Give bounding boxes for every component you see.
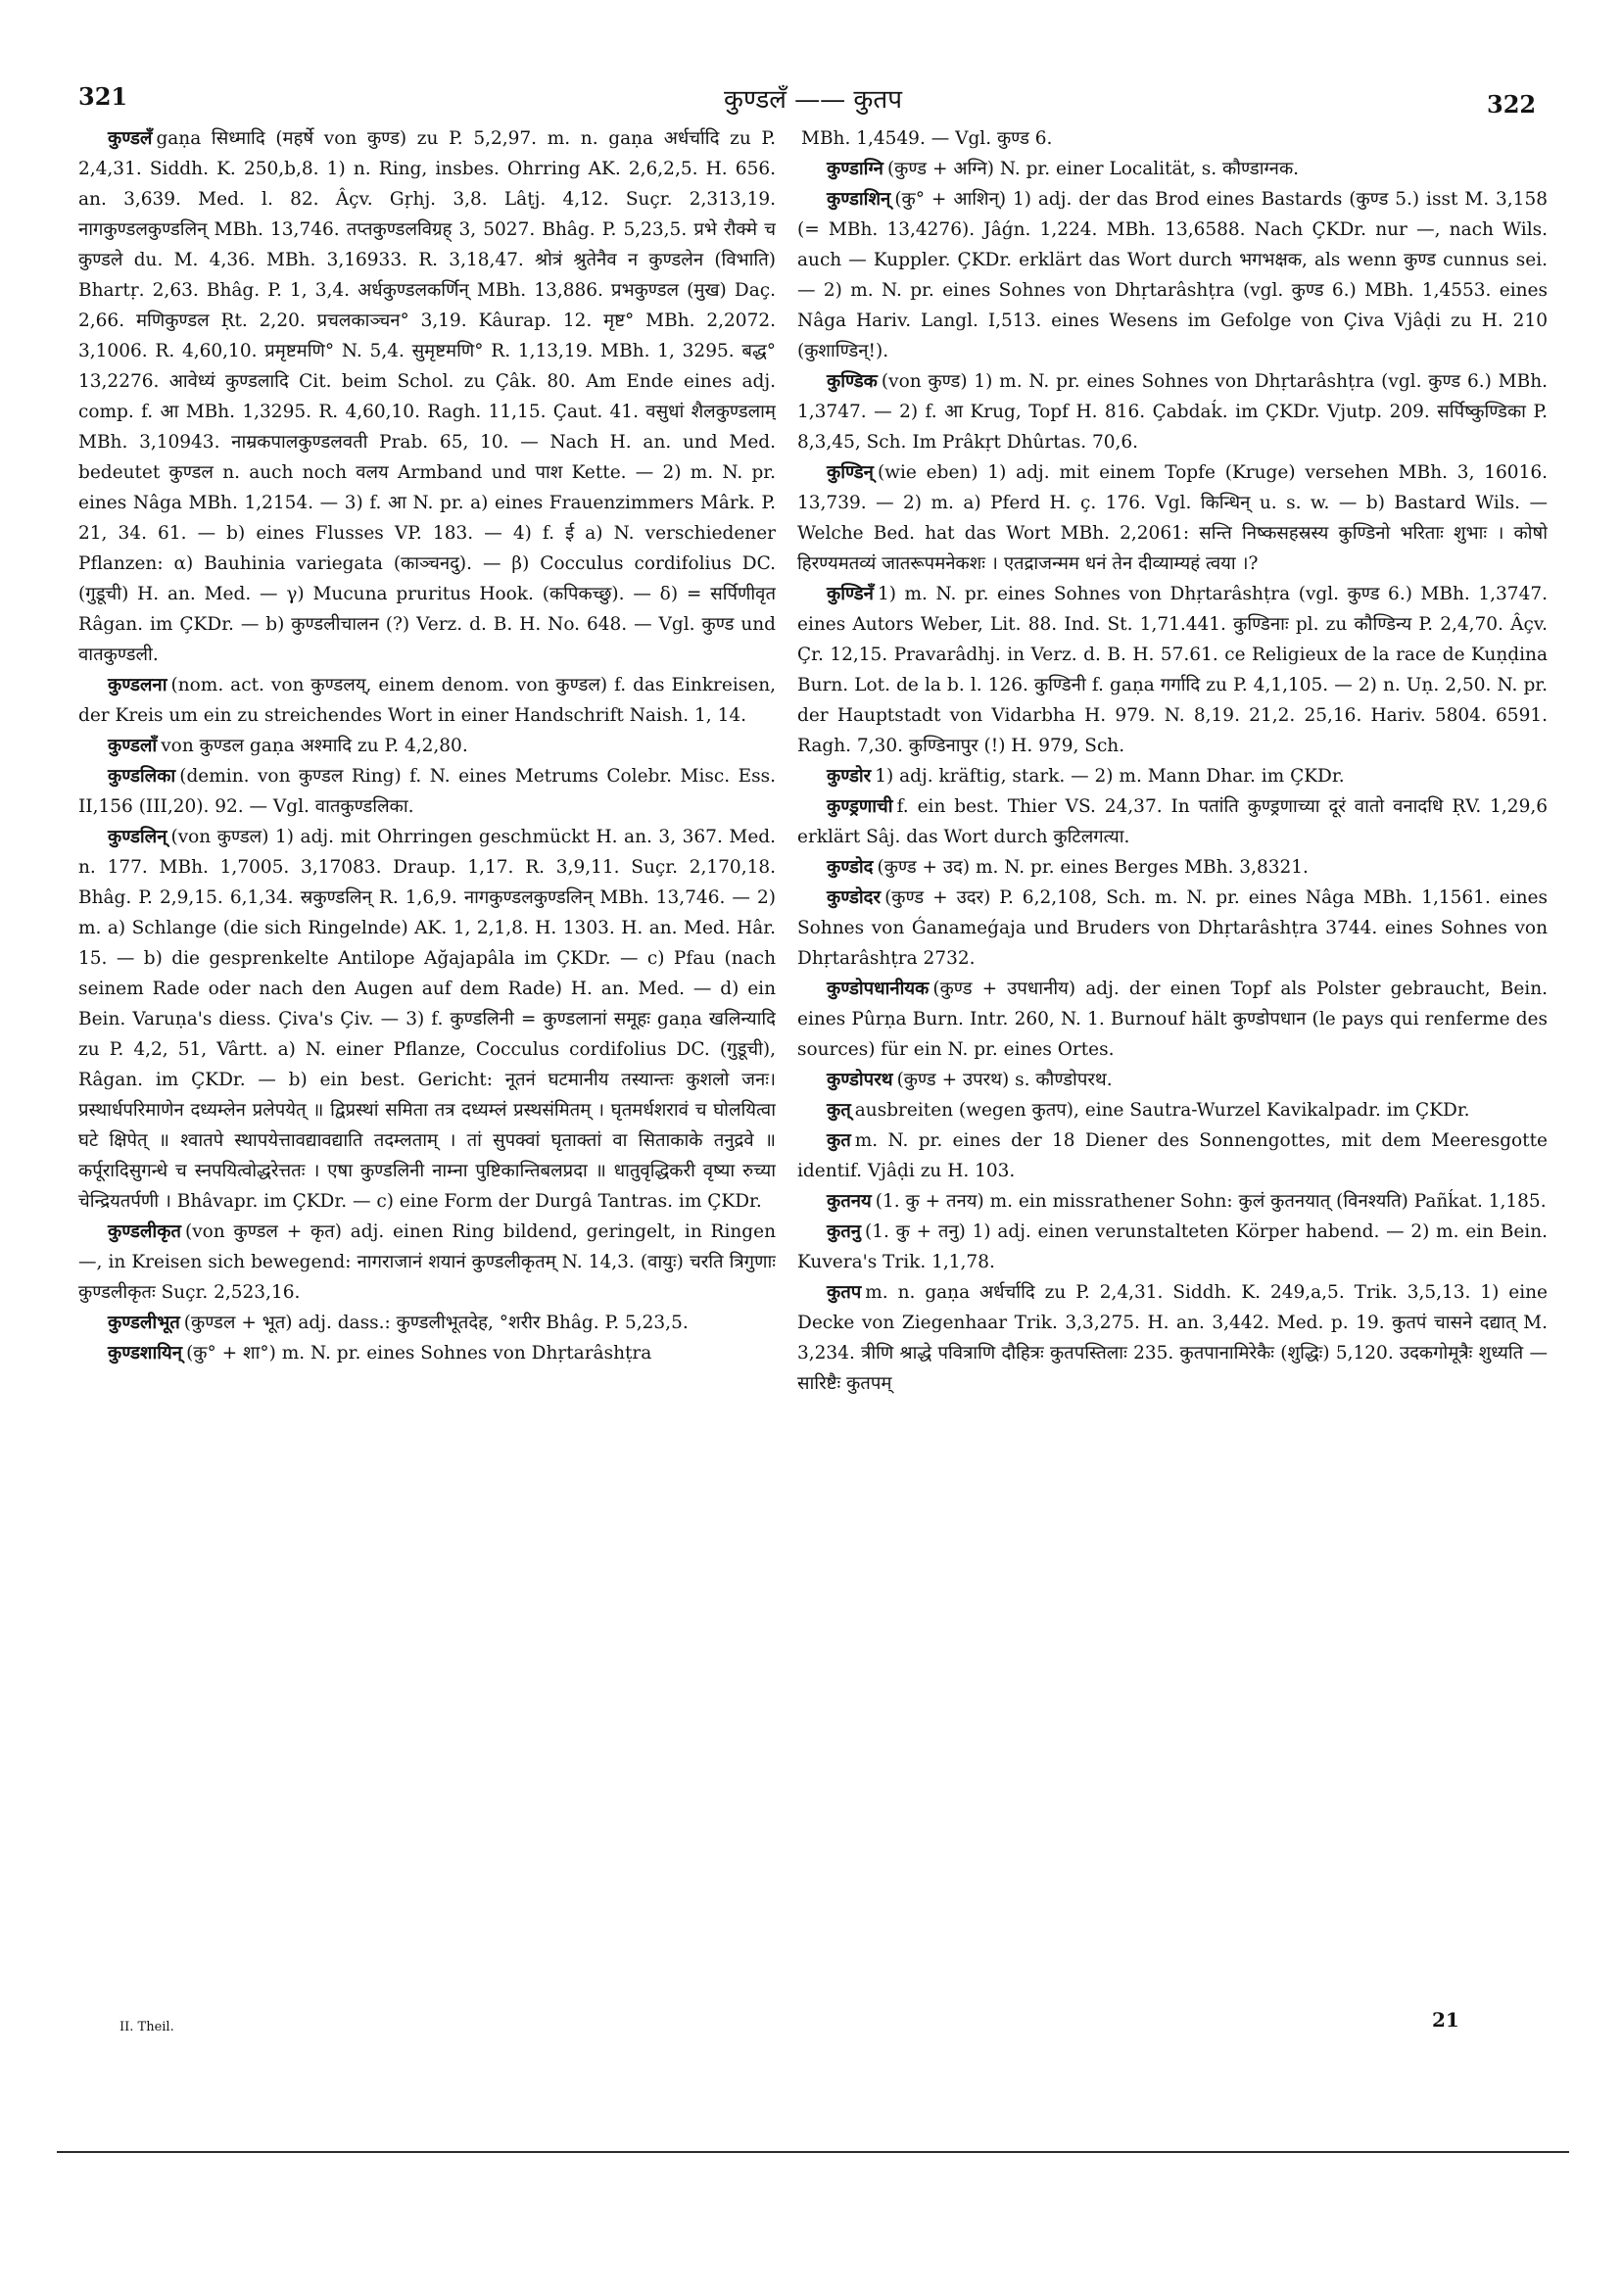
entry-body: MBh. 1,4549. — Vgl. कुण्ड 6. [801,128,1053,149]
dictionary-entry [797,154,1548,184]
page-number-right: 322 [1487,90,1537,119]
entry-body: (von कुण्डल) 1) adj. mit Ohrringen geschmückt H. an. 3, 367. Med. n. 177. MBh. 1,7005. 3,17083. Draup. 1,17. R. 3,9,11. Suçr. 2,170,18. Bhâg. P. 2,9,15. 6,1,34. स्रकुण्डलिन् R. 1,6,9. नागकुण्डलकुण्डलिन् MBh. 13,746. — 2) m. a) Schlange (die sich Ringelnde) AK. 1, 2,1,8. H. 1303. H. an. Med. Hâr. 15. — b) die gesprenkelte Antilope Ağajapâla im ÇKDr. — c) Pfau (nach seinem Rade oder nach den Augen auf dem Rade) H. an. Med. — d) ein Bein. Varuṇa's diess. Çiva's Çiv. — 3) f. कुण्डलिनी = कुण्डलानां समूहः gaṇa खलिन्यादि zu P. 4,2, 51, Vârtt. a) N. einer Pflanze, Cocculus cordifolius DC. (गुडूची), Râgan. im ÇKDr. — b) ein best. Gericht: नूतनं घटमानीय तस्यान्तः कुशलो जनः। प्रस्थार्धपरिमाणेन दध्यम्लेन प्रलेपयेत् ॥ द्विप्रस्थां समिता तत्र दध्यम्लं प्रस्थसंमितम् । घृतमर्धशरावं च घोलयित्वा घटे क्षिपेत् ॥ श्वातपे स्थापयेत्तावद्यावद्याति तदम्लताम् । तां सुपक्वां घृताक्तां वा सिताकाके तनुद्रवे ॥ कर्पूरादिसुगन्धे च स्नपयित्वोद्धरेत्ततः । एषा कुण्डलिनी नाम्ना पुष्टिकान्तिबलप्रदा ॥ धातुवृद्धिकरी वृष्या रुच्या चेन्द्रियतर्पणी । Bhâvapr. im ÇKDr. — c) eine Form der Durgâ Tantras. im ÇKDr. [78,827,776,1212]
headword: कुण्डलाँ [108,736,158,756]
headword: कुण्डिनँ [827,584,874,604]
entry-body: (demin. von कुण्डल Ring) f. N. eines Metrums Colebr. Misc. Ess. II,156 (III,20). 92. — Vgl. वातकुण्डलिका. [78,766,776,817]
headword: कुण्डाग्नि [827,159,883,179]
entry-body: ausbreiten (wegen कुतप), eine Sautra-Wurzel Kavikalpadr. im ÇKDr. [854,1100,1470,1121]
dictionary-entry [78,670,776,731]
sheet-number: 21 [1432,2008,1459,2032]
dictionary-entry [797,1065,1548,1095]
headword: कुण्डलिका [108,766,176,787]
entry-body: m. n. gaṇa अर्धर्चादि zu P. 2,4,31. Siddh. K. 249,a,5. Trik. 3,5,13. 1) eine Decke von Ziegenhaar Trik. 3,3,275. H. an. 3,442. Med. p. 19. कुतपं चासने दद्यात् M. 3,234. त्रीणि श्राद्धे पवित्राणि दौहित्रः कुतपस्तिलाः 235. कुतपानामिरेकैः (शुद्धिः) 5,120. उदकगोमूत्रैः शुध्यति — सारिष्टैः कुतपम् [797,1282,1548,1394]
running-title: कुण्डलँ —— कुतप [724,85,902,115]
dictionary-entry [797,1217,1548,1277]
dictionary-entry [797,974,1548,1065]
headword: कुण्ड्रणाची [827,796,893,817]
dictionary-entry [797,1095,1548,1125]
entry-body: m. N. pr. eines der 18 Diener des Sonnengottes, mit dem Meeresgotte identif. Vjâḍi zu H. 103. [797,1130,1548,1181]
headword: कुण्डिन् [827,462,874,483]
entry-body: (von कुण्ड) 1) m. N. pr. eines Sohnes von Dhṛtarâshṭra (vgl. कुण्ड 6.) MBh. 1,3747. — 2) f. आ Krug, Topf H. 816. Çabdaḱ. im ÇKDr. Vjutp. 209. सर्पिष्कुण्डिका P. 8,3,45, Sch. Im Prâkṛt Dhûrtas. 70,6. [797,371,1548,453]
dictionary-entry [797,579,1548,761]
entry-body: (nom. act. von कुण्डलय्, einem denom. von कुण्डल) f. das Einkreisen, der Kreis um ein zu streichendes Wort in einer Handschrift Naish. 1, 14. [78,675,776,726]
headword: कुण्डोदर [827,887,882,908]
dictionary-entry [797,184,1548,366]
entry-body: (कु° + शा°) m. N. pr. eines Sohnes von Dhṛtarâshṭra [186,1343,652,1363]
dictionary-entry [78,123,776,670]
dictionary-entry [78,1308,776,1338]
headword: कुण्डिक [827,371,878,392]
headword: कुतप [827,1282,862,1303]
entry-body: (कुण्ड + उपधानीय) adj. der einen Topf als Polster gebraucht, Bein. eines Pûrṇa Burn. Intr. 260, N. 1. Burnouf hält कुण्डोपधान (le pays qui renferme des sources) für ein N. pr. eines Ortes. [797,979,1548,1060]
headword: कुण्डोद [827,857,874,878]
entry-body: 1) adj. kräftig, stark. — 2) m. Mann Dhar. im ÇKDr. [875,766,1345,787]
headword: कुण्डलना [108,675,167,695]
entry-body: (कु° + आशिन्) 1) adj. der das Brod eines Bastards (कुण्ड 5.) isst M. 3,158 (= MBh. 13,4276). Jâǵn. 1,224. MBh. 13,6588. Nach ÇKDr. nur —, nach Wils. auch — Kuppler. ÇKDr. erklärt das Wort durch भगभक्षक, als wenn कुण्ड cunnus sei. — 2) m. N. pr. eines Sohnes von Dhṛtarâshṭra (vgl. कुण्ड 6.) MBh. 1,4553. eines Nâga Hariv. Langl. I,513. eines Wesens im Gefolge von Çiva Vjâḍi zu H. 210 (कुशाण्डिन्!). [797,189,1548,361]
entry-body: (कुण्डल + भूत) adj. dass.: कुण्डलीभूतदेह, °शरीर Bhâg. P. 5,23,5. [183,1313,689,1333]
dictionary-entry [797,852,1548,883]
bottom-rule [57,2151,1569,2153]
dictionary-entry [78,822,776,1217]
right-column [797,123,1548,2014]
headword: कुण्डलीकृत [108,1221,181,1242]
dictionary-entry [797,1125,1548,1186]
entry-body: (कुण्ड + उपरथ) s. कौण्डोपरथ. [896,1070,1113,1090]
entry-body: (1. कु + तनु) 1) adj. einen verunstalteten Körper habend. — 2) m. ein Bein. Kuvera's Trik. 1,1,78. [797,1221,1548,1272]
headword: कुण्डलिन् [108,827,167,847]
headword: कुतनय [827,1191,872,1212]
volume-signature: II. Theil. [119,2020,174,2034]
dictionary-entry [78,731,776,761]
entry-body: 1) m. N. pr. eines Sohnes von Dhṛtarâshṭra (vgl. कुण्ड 6.) MBh. 1,3747. eines Autors Weber, Lit. 88. Ind. St. 1,71.441. कुण्डिनाः pl. zu कौण्डिन्य P. 2,4,70. Âçv. Çr. 12,15. Pravarâdhj. in Verz. d. B. H. 57.61. ce Religieux de la race de Kuṇḍina Burn. Lot. de la b. l. 126. कुण्डिनी f. gaṇa गर्गादि zu P. 4,1,105. — 2) n. Uṇ. 2,50. N. pr. der Hauptstadt von Vidarbha H. 979. N. 8,19. 21,2. 25,16. Hariv. 5804. 6591. Ragh. 7,30. कुण्डिनापुर (!) H. 979, Sch. [797,584,1548,756]
headword: कुण्डशायिन् [108,1343,183,1363]
entry-body: (von कुण्डल + कृत) adj. einen Ring bildend, geringelt, in Ringen —, in Kreisen sich bewegend: नागराजानं शयानं कुण्डलीकृतम् N. 14,3. (वायुः) चरति त्रिगुणाः कुण्डलीकृतः Suçr. 2,523,16. [78,1221,776,1303]
dictionary-entry [78,761,776,822]
dictionary-entry [797,1277,1548,1399]
headword: कुत् [827,1100,851,1121]
dictionary-entry [78,1338,776,1368]
headword: कुण्डोर [827,766,872,787]
dictionary-entry-continuation [797,123,1548,154]
headword: कुण्डलँ [108,128,153,149]
left-column [78,123,776,2014]
entry-body: von कुण्डल gaṇa अश्मादि zu P. 4,2,80. [161,736,468,756]
headword: कुण्डोपधानीयक [827,979,930,999]
dictionary-entry [797,883,1548,974]
entry-body: (कुण्ड + उद) m. N. pr. eines Berges MBh. 3,8321. [877,857,1309,878]
headword: कुण्डलीभूत [108,1313,180,1333]
headword: कुत [827,1130,851,1151]
headword: कुण्डोपरथ [827,1070,893,1090]
dictionary-entry [797,457,1548,579]
dictionary-entry [797,761,1548,791]
dictionary-entry [797,791,1548,852]
entry-body: (कुण्ड + उदर) P. 6,2,108, Sch. m. N. pr. eines Nâga MBh. 1,1561. eines Sohnes von Ǵanameǵaja und Bruders von Dhṛtarâshṭra 3744. eines Sohnes von Dhṛtarâshṭra 2732. [797,887,1548,969]
dictionary-entry [78,1217,776,1308]
entry-body: gaṇa सिध्मादि (महर्षे von कुण्ड) zu P. 5,2,97. m. n. gaṇa अर्धर्चादि zu P. 2,4,31. Siddh. K. 250,b,8. 1) n. Ring, insbes. Ohrring AK. 2,6,2,5. H. 656. an. 3,639. Med. l. 82. Âçv. Gṛhj. 3,8. Lâṭj. 4,12. Suçr. 2,313,19. नागकुण्डलकुण्डलिन् MBh. 13,746. तप्तकुण्डलविग्रह् 3, 5027. Bhâg. P. 5,23,5. प्रभे रौक्मे च कुण्डले du. M. 4,36. MBh. 3,16933. R. 3,18,47. श्रोत्रं श्रुतेनैव न कुण्डलेन (विभाति) Bhartṛ. 2,63. Bhâg. P. 1, 3,4. अर्धकुण्डलकर्णिन् MBh. 13,886. प्रभकुण्डल (मुख) Daç. 2,66. मणिकुण्डल Ṛt. 2,20. प्रचलकाञ्चन° 3,19. Kâurap. 12. मृष्ट° MBh. 2,2072. 3,1006. R. 4,60,10. प्रमृष्टमणि° N. 5,4. सुमृष्टमणि° R. 1,13,19. MBh. 1, 3295. बद्ध° 13,2276. आवेध्यं कुण्डलादि Cit. beim Schol. zu Çâk. 80. Am Ende eines adj. comp. f. आ MBh. 1,3295. R. 4,60,10. Ragh. 11,15. Çaut. 41. वसुधां शैलकुण्डलाम् MBh. 3,10943. नाम्रकपालकुण्डलवती Prab. 65, 10. — Nach H. an. und Med. bedeutet कुण्डल n. auch noch वलय Armband und पाश Kette. — 2) m. N. pr. eines Nâga MBh. 1,2154. — 3) f. आ N. pr. a) eines Frauenzimmers Mârk. P. 21, 34. 61. — b) eines Flusses VP. 183. — 4) f. ई a) N. verschiedener Pflanzen: α) Bauhinia variegata (काञ्चनदु). — β) Cocculus cordifolius DC. (गुडूची) H. an. Med. — γ) Mucuna pruritus Hook. (कपिकच्छु). — δ) = सर्पिणीवृत Râgan. im ÇKDr. — b) कुण्डलीचालन (?) Verz. d. B. H. No. 648. — Vgl. कुण्ड und वातकुण्डली. [78,128,776,665]
dictionary-entry [797,1186,1548,1217]
entry-body: (कुण्ड + अग्नि) N. pr. einer Localität, s. कौण्डाग्नक. [886,159,1300,179]
headword: कुण्डाशिन् [827,189,891,210]
dictionary-entry [797,366,1548,457]
page-number-left: 321 [78,82,128,111]
headword: कुतनु [827,1221,862,1242]
entry-body: (1. कु + तनय) m. ein missrathener Sohn: कुलं कुतनयात् (विनश्यति) Pañḱat. 1,185. [875,1191,1547,1212]
entry-body: f. ein best. Thier VS. 24,37. In पतांति कुण्ड्रणाच्या दूरं वातो वनादधि ṚV. 1,29,6 erklärt Sâj. das Wort durch कुटिलगत्या. [797,796,1548,847]
entry-body: (wie eben) 1) adj. mit einem Topfe (Kruge) versehen MBh. 3, 16016. 13,739. — 2) m. a) Pferd H. ç. 176. Vgl. किन्धिन् u. s. w. — b) Bastard Wils. — Welche Bed. hat das Wort MBh. 2,2061: सन्ति निष्कसहस्रस्य कुण्डिनो भरिताः शुभाः । कोषो हिरण्यमतव्यं जातरूपमनेकशः । एतद्राजन्मम धनं तेन दीव्याम्यहं त्वया ।? [797,462,1548,574]
